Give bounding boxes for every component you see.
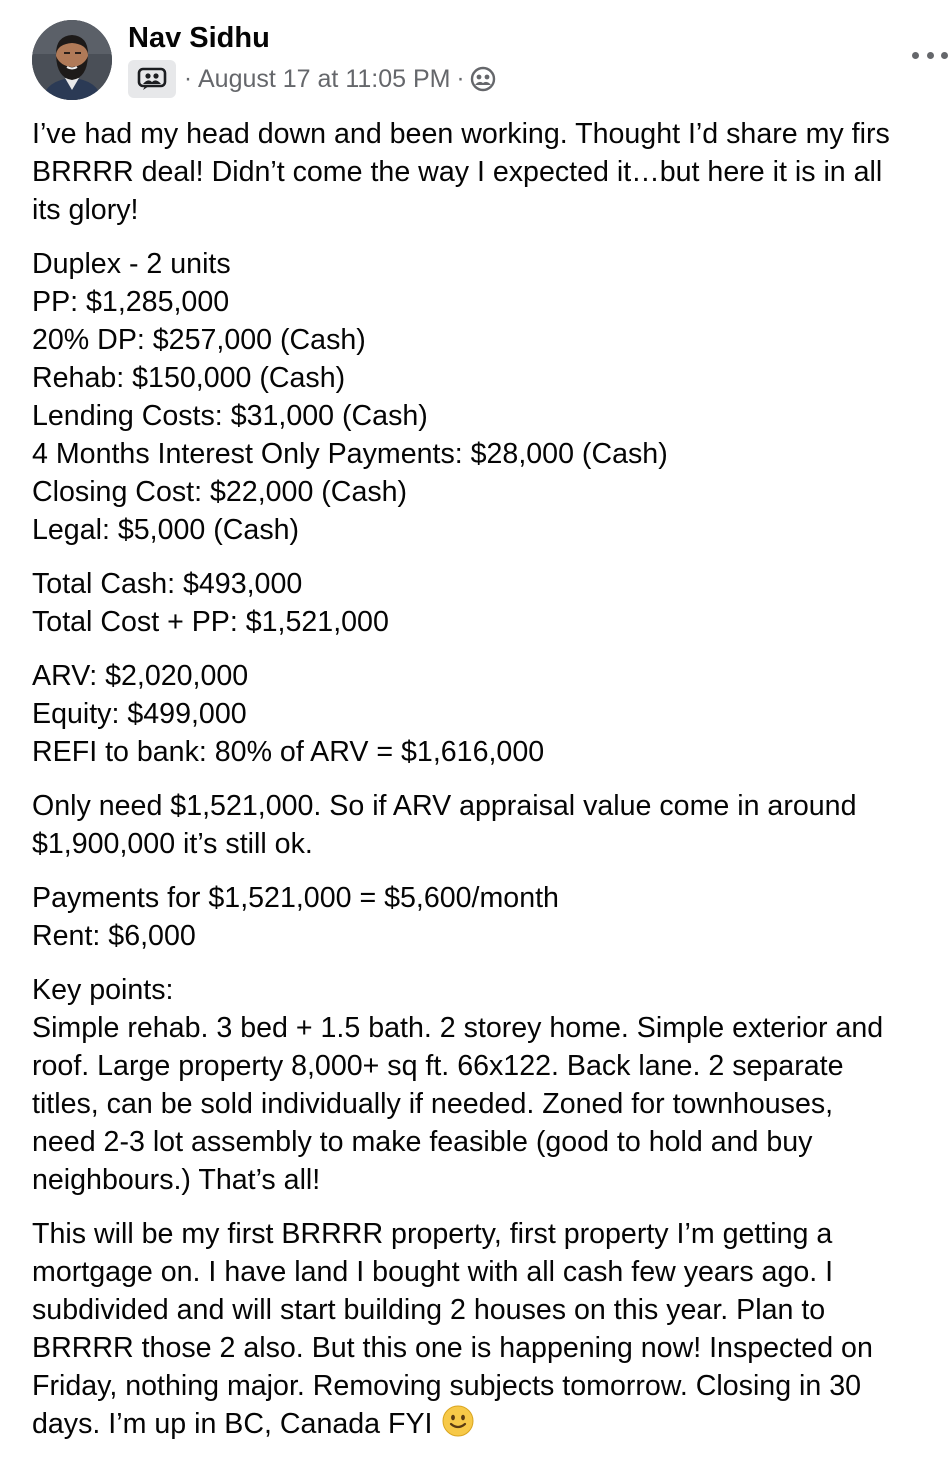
more-dot bbox=[941, 52, 948, 59]
post-line: This will be my first BRRRR property, first property I’m getting a bbox=[32, 1218, 833, 1250]
post-line: BRRRR deal! Didn’t come the way I expected it…but here it is in all bbox=[32, 156, 883, 188]
post-line: PP: $1,285,000 bbox=[32, 286, 230, 318]
post-line: Equity: $499,000 bbox=[32, 698, 247, 730]
post-line: I’ve had my head down and been working. Thought I’d share my firs bbox=[32, 118, 890, 150]
post-line: 4 Months Interest Only Payments: $28,000 (Cash) bbox=[32, 438, 668, 470]
post-line: Closing Cost: $22,000 (Cash) bbox=[32, 476, 408, 508]
post-paragraph bbox=[32, 115, 950, 229]
post-line: Friday, nothing major. Removing subjects tomorrow. Closing in 30 bbox=[32, 1370, 862, 1402]
post-line: 20% DP: $257,000 (Cash) bbox=[32, 324, 366, 356]
slightly-smiling-face-emoji bbox=[442, 1405, 474, 1447]
post-line-last bbox=[32, 1405, 950, 1443]
post-paragraph bbox=[32, 971, 950, 1199]
post-text bbox=[32, 115, 950, 1459]
post-line: Key points: bbox=[32, 974, 174, 1006]
post-line: Lending Costs: $31,000 (Cash) bbox=[32, 400, 428, 432]
post-line: titles, can be sold individually if needed. Zoned for townhouses, bbox=[32, 1088, 834, 1120]
post-line: Duplex - 2 units bbox=[32, 248, 231, 280]
author-name[interactable]: Nav Sidhu bbox=[128, 22, 270, 54]
post-line: its glory! bbox=[32, 194, 139, 226]
group-members-glyph bbox=[470, 66, 496, 92]
more-dot bbox=[912, 52, 919, 59]
more-options-icon[interactable] bbox=[912, 44, 948, 66]
group-members-icon[interactable] bbox=[470, 66, 496, 92]
post-paragraph bbox=[32, 879, 950, 955]
post-line: Rehab: $150,000 (Cash) bbox=[32, 362, 346, 394]
post-timestamp[interactable]: August 17 at 11:05 PM bbox=[198, 64, 451, 93]
post-line: Only need $1,521,000. So if ARV appraisal value come in around bbox=[32, 790, 857, 822]
post-line: mortgage on. I have land I bought with all cash few years ago. I bbox=[32, 1256, 834, 1288]
group-badge-icon[interactable] bbox=[128, 60, 176, 98]
post-line: Legal: $5,000 (Cash) bbox=[32, 514, 300, 546]
post-header bbox=[0, 0, 950, 110]
post-line: neighbours.) That’s all! bbox=[32, 1164, 321, 1196]
meta-separator: · bbox=[184, 65, 192, 92]
group-badge-glyph bbox=[137, 67, 167, 91]
post-line-text: days. I’m up in BC, Canada FYI bbox=[32, 1408, 433, 1440]
post-line: Simple rehab. 3 bed + 1.5 bath. 2 storey home. Simple exterior and bbox=[32, 1012, 884, 1044]
author-avatar[interactable] bbox=[32, 20, 112, 100]
post-line: roof. Large property 8,000+ sq ft. 66x122. Back lane. 2 separate bbox=[32, 1050, 844, 1082]
post-line: Rent: $6,000 bbox=[32, 920, 196, 952]
post-line: BRRRR those 2 also. But this one is happening now! Inspected on bbox=[32, 1332, 873, 1364]
post-paragraph bbox=[32, 787, 950, 863]
post-paragraph bbox=[32, 245, 950, 549]
post-line: need 2-3 lot assembly to make feasible (good to hold and buy bbox=[32, 1126, 813, 1158]
post-line: $1,900,000 it’s still ok. bbox=[32, 828, 313, 860]
more-dot bbox=[927, 52, 934, 59]
post-meta bbox=[128, 59, 496, 99]
post-line: Total Cash: $493,000 bbox=[32, 568, 303, 600]
smiley-glyph bbox=[442, 1405, 474, 1437]
post-paragraph bbox=[32, 1215, 950, 1443]
post-paragraph bbox=[32, 657, 950, 771]
meta-separator: · bbox=[456, 65, 465, 92]
post-line: ARV: $2,020,000 bbox=[32, 660, 249, 692]
post-paragraph bbox=[32, 565, 950, 641]
post-line: Payments for $1,521,000 = $5,600/month bbox=[32, 882, 559, 914]
post-line: REFI to bank: 80% of ARV = $1,616,000 bbox=[32, 736, 545, 768]
post-line: subdivided and will start building 2 houses on this year. Plan to bbox=[32, 1294, 826, 1326]
post-line: Total Cost + PP: $1,521,000 bbox=[32, 606, 389, 638]
avatar-photo bbox=[32, 20, 112, 100]
